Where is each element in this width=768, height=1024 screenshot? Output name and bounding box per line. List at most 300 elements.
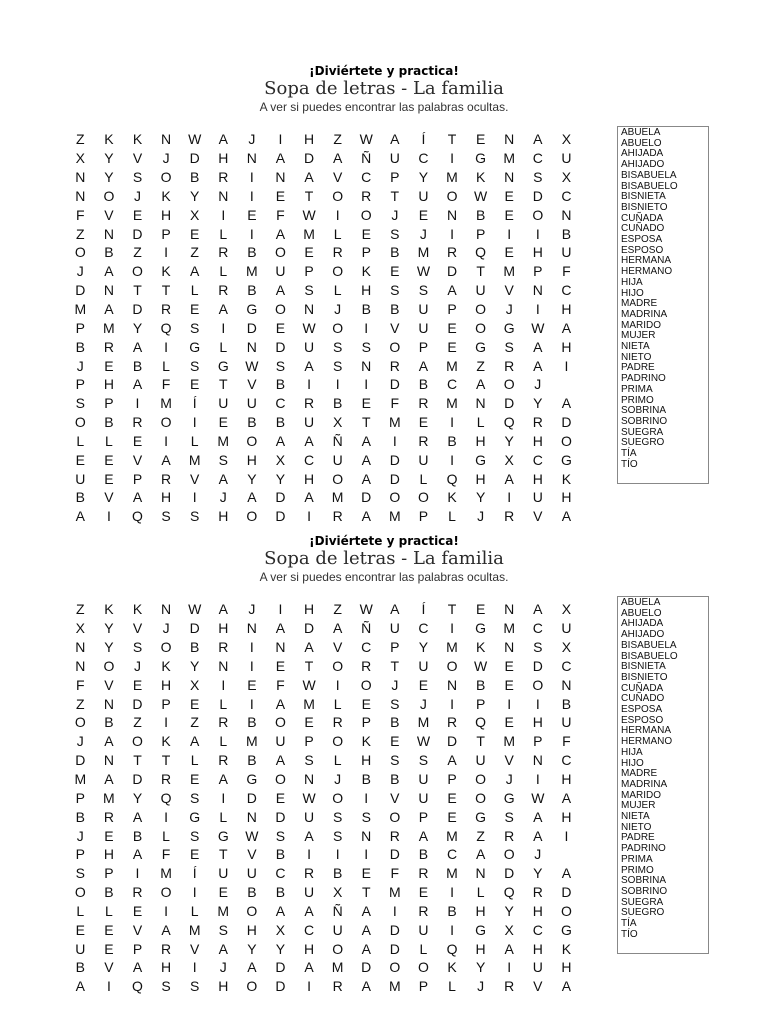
grid-letter: H bbox=[218, 150, 229, 167]
grid-letter: V bbox=[132, 451, 143, 468]
grid-letter: I bbox=[450, 451, 454, 468]
grid-letter: I bbox=[564, 827, 569, 844]
grid-letter: S bbox=[390, 752, 400, 769]
grid-letter: R bbox=[504, 357, 515, 374]
grid-letter: W bbox=[359, 601, 373, 618]
grid-letter: O bbox=[560, 902, 572, 919]
grid-letter: I bbox=[106, 978, 111, 995]
grid-letter: A bbox=[104, 263, 114, 280]
grid-letter: L bbox=[162, 827, 170, 844]
grid-letter: U bbox=[332, 451, 343, 468]
grid-letter: J bbox=[133, 187, 141, 204]
grid-letter: S bbox=[190, 827, 200, 844]
grid-letter: K bbox=[161, 263, 171, 280]
grid-letter: R bbox=[532, 414, 543, 431]
grid-letter: B bbox=[447, 902, 457, 919]
grid-letter: G bbox=[503, 789, 515, 806]
grid-letter: N bbox=[475, 865, 486, 882]
grid-letter: S bbox=[304, 282, 314, 299]
grid-letter: N bbox=[361, 357, 372, 374]
grid-letter: A bbox=[332, 620, 343, 637]
grid-letter: H bbox=[475, 432, 486, 449]
grid-letter: M bbox=[246, 263, 258, 280]
grid-letter: O bbox=[360, 206, 372, 223]
grid-letter: E bbox=[104, 921, 114, 938]
grid-letter: N bbox=[75, 169, 86, 186]
grid-letter: W bbox=[188, 131, 202, 148]
grid-letter: I bbox=[164, 902, 169, 919]
word-list-item: BISABUELA bbox=[621, 639, 677, 651]
grid-letter: S bbox=[161, 978, 171, 995]
grid-letter: Y bbox=[275, 940, 286, 957]
grid-letter: O bbox=[475, 789, 487, 806]
grid-row bbox=[66, 205, 581, 224]
grid-letter: S bbox=[190, 357, 200, 374]
grid-letter: H bbox=[475, 940, 486, 957]
grid-letter: H bbox=[532, 470, 543, 487]
grid-letter: Z bbox=[190, 714, 199, 731]
grid-letter: U bbox=[561, 150, 572, 167]
grid-letter: B bbox=[104, 244, 114, 261]
grid-letter: L bbox=[190, 282, 199, 299]
grid-row bbox=[66, 751, 581, 770]
grid-letter: I bbox=[307, 846, 311, 863]
grid-letter: S bbox=[504, 808, 514, 825]
word-list-item: ESPOSA bbox=[621, 234, 663, 246]
grid-letter: A bbox=[218, 601, 228, 618]
word-list-item: ESPOSO bbox=[621, 244, 664, 256]
grid-letter: I bbox=[249, 657, 254, 674]
grid-letter: R bbox=[504, 978, 515, 995]
word-list-item: BISNIETA bbox=[621, 191, 666, 203]
grid-letter: I bbox=[192, 884, 197, 901]
word-list-item: NIETO bbox=[621, 821, 652, 833]
grid-letter: I bbox=[307, 508, 311, 525]
grid-letter: A bbox=[533, 357, 543, 374]
grid-letter: J bbox=[76, 827, 84, 844]
grid-letter: N bbox=[446, 206, 458, 223]
grid-letter: E bbox=[190, 846, 200, 863]
grid-row bbox=[66, 675, 581, 694]
grid-letter: I bbox=[335, 376, 340, 393]
grid-letter: S bbox=[218, 451, 228, 468]
grid-letter: F bbox=[390, 865, 400, 882]
grid-letter: B bbox=[275, 414, 286, 431]
grid-letter: H bbox=[561, 301, 572, 318]
grid-letter: U bbox=[246, 395, 257, 412]
grid-letter: B bbox=[332, 865, 343, 882]
grid-letter: S bbox=[132, 169, 143, 186]
grid-letter: O bbox=[246, 508, 258, 525]
grid-letter: F bbox=[390, 395, 400, 412]
grid-letter: R bbox=[332, 978, 343, 995]
grid-letter: O bbox=[332, 319, 344, 336]
grid-letter: B bbox=[104, 884, 114, 901]
grid-letter: A bbox=[361, 978, 371, 995]
grid-letter: Q bbox=[160, 789, 172, 806]
grid-letter: X bbox=[504, 451, 514, 468]
word-list-item: MADRE bbox=[621, 298, 658, 310]
grid-letter: I bbox=[249, 187, 254, 204]
grid-letter: P bbox=[418, 338, 429, 355]
grid-letter: O bbox=[275, 714, 286, 731]
letter-grid bbox=[66, 130, 581, 526]
grid-letter: X bbox=[75, 150, 85, 167]
grid-letter: I bbox=[278, 601, 283, 618]
grid-letter: N bbox=[75, 187, 86, 204]
puzzle-subtitle: A ver si puedes encontrar las palabras ocultas. bbox=[259, 570, 509, 584]
word-list-item: TÍA bbox=[621, 918, 637, 930]
grid-row bbox=[66, 713, 581, 732]
grid-letter: Q bbox=[132, 508, 143, 525]
grid-letter: R bbox=[504, 827, 515, 844]
grid-letter: E bbox=[275, 319, 286, 336]
grid-letter: O bbox=[332, 263, 344, 280]
grid-letter: P bbox=[132, 940, 143, 957]
grid-letter: G bbox=[246, 771, 258, 788]
grid-letter: M bbox=[388, 884, 401, 901]
grid-letter: A bbox=[218, 771, 228, 788]
grid-letter: E bbox=[275, 187, 286, 204]
grid-letter: Q bbox=[475, 244, 487, 261]
grid-row bbox=[66, 149, 581, 168]
grid-letter: N bbox=[504, 131, 515, 148]
grid-letter: L bbox=[219, 695, 228, 712]
grid-letter: V bbox=[132, 150, 143, 167]
grid-letter: A bbox=[304, 902, 314, 919]
grid-letter: O bbox=[160, 884, 172, 901]
grid-letter: Ñ bbox=[332, 432, 343, 449]
grid-letter: M bbox=[160, 865, 172, 882]
grid-row bbox=[66, 977, 581, 996]
grid-letter: R bbox=[103, 808, 114, 825]
grid-row bbox=[66, 224, 581, 243]
word-list-item: SOBRINA bbox=[621, 405, 667, 417]
grid-letter: R bbox=[132, 884, 143, 901]
grid-letter: N bbox=[446, 676, 458, 693]
grid-letter: O bbox=[503, 376, 515, 393]
grid-letter: I bbox=[450, 414, 454, 431]
grid-letter: J bbox=[162, 620, 170, 637]
grid-letter: H bbox=[218, 978, 229, 995]
grid-letter: E bbox=[190, 771, 200, 788]
grid-letter: A bbox=[75, 978, 85, 995]
grid-letter: A bbox=[504, 940, 514, 957]
grid-letter: C bbox=[361, 639, 372, 656]
grid-letter: I bbox=[364, 376, 369, 393]
grid-letter: M bbox=[160, 395, 172, 412]
word-list-item: TÍO bbox=[621, 458, 638, 470]
grid-letter: P bbox=[304, 733, 314, 750]
grid-letter: N bbox=[303, 301, 315, 318]
grid-letter: V bbox=[104, 959, 114, 976]
grid-letter: M bbox=[103, 319, 115, 336]
grid-letter: B bbox=[390, 771, 400, 788]
grid-row bbox=[66, 864, 581, 883]
grid-letter: R bbox=[418, 865, 429, 882]
grid-row bbox=[66, 243, 581, 262]
grid-letter: A bbox=[161, 451, 171, 468]
grid-letter: A bbox=[104, 301, 114, 318]
grid-letter: I bbox=[450, 695, 454, 712]
grid-letter: I bbox=[135, 395, 140, 412]
grid-letter: V bbox=[190, 940, 200, 957]
grid-letter: I bbox=[192, 959, 197, 976]
word-list-item: CUÑADO bbox=[621, 223, 665, 235]
grid-letter: J bbox=[133, 657, 141, 674]
grid-letter: N bbox=[504, 639, 515, 656]
grid-letter: S bbox=[332, 357, 343, 374]
grid-letter: U bbox=[561, 620, 572, 637]
grid-letter: G bbox=[560, 451, 572, 468]
grid-letter: H bbox=[161, 206, 172, 223]
grid-letter: D bbox=[246, 789, 257, 806]
word-list-item: PRIMA bbox=[621, 853, 653, 865]
grid-letter: D bbox=[446, 263, 458, 280]
grid-letter: L bbox=[219, 808, 228, 825]
grid-letter: L bbox=[76, 902, 85, 919]
word-list-item: SOBRINO bbox=[621, 885, 668, 897]
grid-letter: J bbox=[391, 206, 399, 223]
grid-letter: J bbox=[334, 771, 342, 788]
grid-letter: E bbox=[447, 808, 457, 825]
grid-letter: H bbox=[561, 489, 572, 506]
grid-letter: S bbox=[75, 865, 85, 882]
grid-letter: T bbox=[133, 752, 142, 769]
grid-letter: O bbox=[332, 789, 344, 806]
grid-row bbox=[66, 807, 581, 826]
grid-letter: R bbox=[161, 301, 172, 318]
grid-letter: G bbox=[475, 338, 487, 355]
grid-letter: D bbox=[275, 489, 286, 506]
grid-letter: P bbox=[475, 225, 486, 242]
grid-letter: O bbox=[160, 414, 172, 431]
grid-letter: A bbox=[561, 508, 572, 525]
grid-letter: D bbox=[389, 921, 400, 938]
grid-letter: M bbox=[188, 451, 201, 468]
grid-letter: K bbox=[161, 187, 171, 204]
grid-letter: R bbox=[332, 244, 343, 261]
grid-letter: S bbox=[390, 282, 400, 299]
grid-letter: A bbox=[447, 752, 457, 769]
grid-letter: O bbox=[475, 319, 487, 336]
grid-letter: W bbox=[302, 319, 316, 336]
word-list-item: BISNIETA bbox=[621, 661, 666, 673]
grid-letter: H bbox=[532, 940, 543, 957]
word-search-sheet-bottom bbox=[0, 532, 768, 1012]
grid-letter: Q bbox=[160, 319, 172, 336]
grid-letter: A bbox=[304, 357, 314, 374]
grid-letter: A bbox=[533, 601, 543, 618]
grid-letter: A bbox=[275, 282, 286, 299]
grid-letter: I bbox=[221, 789, 226, 806]
grid-letter: U bbox=[75, 940, 86, 957]
grid-letter: N bbox=[103, 695, 114, 712]
grid-letter: A bbox=[161, 921, 171, 938]
word-list-item: MADRINA bbox=[621, 778, 668, 790]
grid-letter: G bbox=[475, 451, 487, 468]
grid-letter: N bbox=[246, 150, 257, 167]
grid-letter: H bbox=[532, 714, 543, 731]
grid-letter: W bbox=[474, 187, 488, 204]
grid-letter: L bbox=[162, 357, 170, 374]
word-search-sheet-top bbox=[0, 62, 768, 542]
word-list-item: BISNIETO bbox=[621, 201, 668, 213]
grid-letter: K bbox=[447, 959, 457, 976]
grid-letter: A bbox=[304, 639, 314, 656]
grid-letter: F bbox=[161, 846, 171, 863]
grid-letter: U bbox=[303, 808, 315, 825]
grid-letter: P bbox=[161, 695, 171, 712]
grid-letter: O bbox=[503, 846, 515, 863]
grid-letter: A bbox=[361, 940, 371, 957]
grid-letter: M bbox=[503, 733, 516, 750]
grid-letter: Ñ bbox=[361, 620, 372, 637]
grid-letter: E bbox=[361, 225, 371, 242]
grid-letter: J bbox=[477, 978, 485, 995]
grid-letter: D bbox=[389, 376, 400, 393]
grid-letter: O bbox=[160, 639, 172, 656]
grid-letter: B bbox=[561, 225, 572, 242]
grid-letter: A bbox=[275, 432, 286, 449]
word-list-item: ABUELA bbox=[621, 597, 661, 608]
grid-letter: G bbox=[503, 319, 515, 336]
grid-letter: D bbox=[561, 414, 572, 431]
grid-letter: H bbox=[246, 921, 257, 938]
grid-letter: O bbox=[275, 301, 286, 318]
grid-letter: B bbox=[247, 282, 257, 299]
grid-letter: T bbox=[304, 187, 314, 204]
word-list-item: ESPOSO bbox=[621, 714, 664, 726]
grid-letter: M bbox=[331, 489, 344, 506]
grid-letter: K bbox=[161, 657, 171, 674]
word-list-item: TÍA bbox=[621, 448, 637, 460]
grid-letter: Y bbox=[104, 639, 114, 656]
grid-letter: A bbox=[132, 338, 143, 355]
grid-row bbox=[66, 600, 581, 619]
grid-letter: Y bbox=[104, 620, 114, 637]
grid-letter: L bbox=[419, 470, 428, 487]
grid-letter: O bbox=[132, 733, 143, 750]
grid-letter: Y bbox=[475, 959, 486, 976]
grid-letter: M bbox=[74, 771, 87, 788]
word-list-item: HIJO bbox=[621, 287, 644, 299]
grid-letter: D bbox=[561, 884, 572, 901]
grid-letter: C bbox=[446, 846, 458, 863]
grid-letter: I bbox=[164, 808, 169, 825]
grid-letter: D bbox=[75, 752, 86, 769]
grid-letter: O bbox=[417, 489, 429, 506]
grid-letter: O bbox=[74, 714, 86, 731]
grid-letter: Q bbox=[503, 414, 515, 431]
grid-letter: G bbox=[560, 921, 572, 938]
grid-letter: F bbox=[276, 206, 285, 223]
grid-letter: R bbox=[361, 657, 372, 674]
grid-letter: I bbox=[249, 169, 254, 186]
grid-letter: V bbox=[104, 489, 114, 506]
grid-letter: V bbox=[533, 508, 543, 525]
grid-letter: Z bbox=[333, 601, 342, 618]
grid-letter: O bbox=[532, 676, 544, 693]
grid-letter: E bbox=[447, 338, 457, 355]
grid-letter: N bbox=[103, 225, 114, 242]
grid-letter: I bbox=[535, 771, 540, 788]
grid-letter: O bbox=[132, 263, 143, 280]
grid-letter: C bbox=[561, 752, 572, 769]
grid-letter: C bbox=[561, 282, 572, 299]
grid-letter: A bbox=[533, 131, 543, 148]
grid-letter: B bbox=[75, 338, 85, 355]
grid-letter: H bbox=[361, 282, 372, 299]
grid-letter: E bbox=[104, 940, 114, 957]
grid-letter: V bbox=[132, 620, 143, 637]
grid-letter: E bbox=[447, 789, 457, 806]
grid-letter: S bbox=[418, 282, 429, 299]
grid-letter: E bbox=[247, 676, 257, 693]
grid-letter: F bbox=[562, 263, 571, 280]
grid-letter: S bbox=[190, 789, 200, 806]
grid-letter: P bbox=[533, 263, 543, 280]
grid-letter: Í bbox=[421, 601, 426, 618]
grid-letter: W bbox=[188, 601, 202, 618]
grid-row bbox=[66, 337, 581, 356]
grid-letter: A bbox=[533, 827, 543, 844]
grid-letter: N bbox=[504, 601, 515, 618]
grid-letter: E bbox=[275, 657, 286, 674]
grid-letter: I bbox=[392, 432, 397, 449]
grid-letter: D bbox=[246, 319, 257, 336]
grid-letter: H bbox=[218, 508, 229, 525]
grid-letter: J bbox=[248, 601, 256, 618]
grid-letter: I bbox=[535, 695, 540, 712]
grid-letter: H bbox=[532, 244, 543, 261]
grid-letter: S bbox=[332, 827, 343, 844]
word-list-item: AHIJADO bbox=[621, 159, 665, 171]
word-list-item: CUÑADO bbox=[621, 693, 665, 705]
grid-row bbox=[66, 300, 581, 319]
grid-letter: B bbox=[247, 752, 257, 769]
grid-letter: I bbox=[278, 131, 283, 148]
grid-row bbox=[66, 187, 581, 206]
grid-letter: S bbox=[190, 978, 200, 995]
grid-letter: Q bbox=[132, 978, 143, 995]
grid-letter: I bbox=[335, 206, 340, 223]
grid-letter: R bbox=[218, 639, 229, 656]
grid-letter: K bbox=[561, 470, 572, 487]
grid-letter: J bbox=[505, 771, 513, 788]
grid-letter: S bbox=[218, 921, 228, 938]
grid-letter: H bbox=[218, 620, 229, 637]
grid-letter: U bbox=[475, 282, 486, 299]
grid-letter: Í bbox=[421, 131, 426, 148]
word-list-item: PADRE bbox=[621, 362, 655, 374]
grid-letter: I bbox=[221, 319, 226, 336]
grid-letter: Z bbox=[76, 601, 85, 618]
grid-letter: I bbox=[564, 357, 569, 374]
grid-letter: A bbox=[304, 489, 314, 506]
grid-letter: G bbox=[475, 150, 487, 167]
grid-letter: N bbox=[561, 676, 572, 693]
grid-letter: L bbox=[190, 432, 199, 449]
grid-letter: B bbox=[275, 376, 286, 393]
word-list-item: HERMANO bbox=[621, 266, 673, 278]
grid-letter: O bbox=[389, 338, 401, 355]
grid-letter: P bbox=[104, 395, 114, 412]
grid-letter: X bbox=[561, 169, 572, 186]
grid-letter: E bbox=[104, 451, 114, 468]
grid-letter: B bbox=[75, 808, 85, 825]
grid-letter: O bbox=[103, 657, 115, 674]
